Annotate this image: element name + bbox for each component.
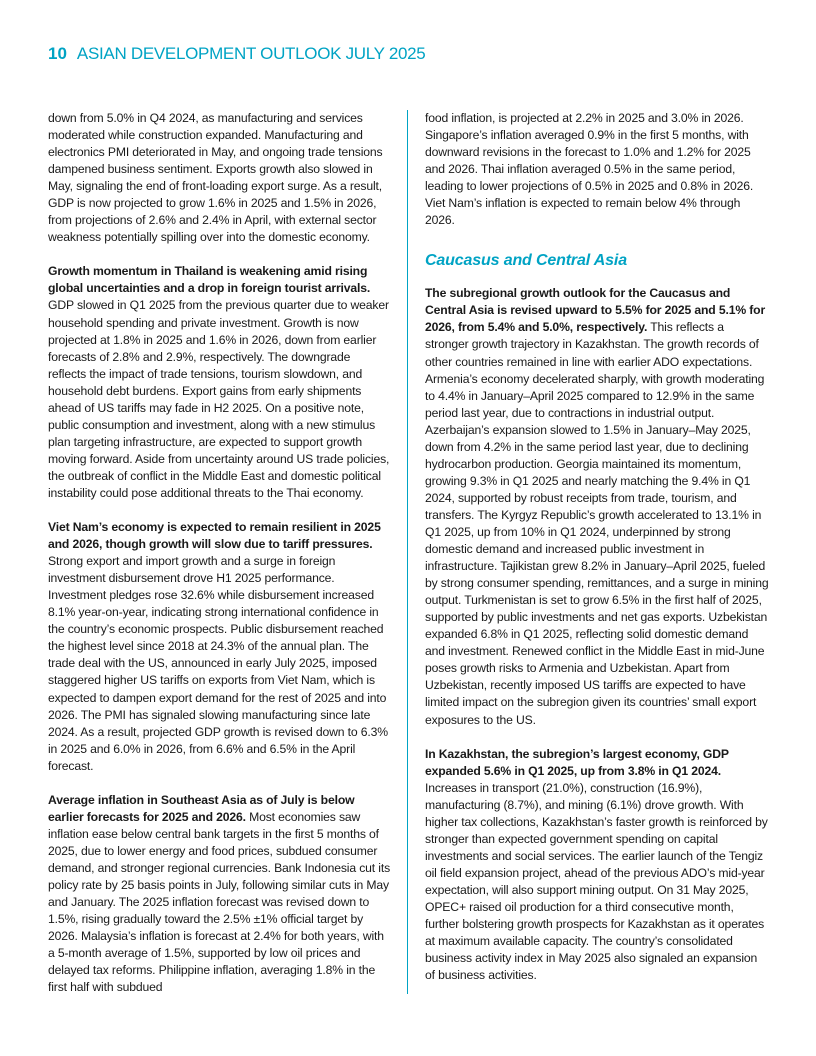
paragraph-subregional-outlook	[425, 285, 769, 728]
column-divider	[407, 110, 408, 994]
paragraph-body: GDP slowed in Q1 2025 from the previous quarter due to weaker household spending and private investment. Growth is now projected at 1.8% in 2025 and 1.6% in 2026, down from earlier forecasts of 2.8% and 2.9%, respectively. The downgrade reflects the impact of trade tensions, tourism slowdown, and household debt burdens. Export gains from early shipments ahead of US tariffs may fade in H2 2025. On a positive note, public consumption and investment, along with a new stimulus plan targeting infrastructure, are expected to support growth moving forward. Aside from uncertainty around US trade policies, the outbreak of conflict in the Middle East and domestic political instability could pose additional threats to the Thai economy.	[48, 298, 390, 500]
paragraph-viet-nam	[48, 519, 390, 775]
paragraph-lead: Growth momentum in Thailand is weakening amid rising global uncertainties and a drop in foreign tourist arrivals.	[48, 264, 371, 296]
paragraph-lead: The subregional growth outlook for the Caucasus and Central Asia is revised upward to 5.5% for 2025 and 5.1% for 2026, from 5.4% and 5.0%, respectively.	[425, 286, 766, 335]
paragraph-body: Strong export and import growth and a surge in foreign investment disbursement drove H1 2025 performance. Investment pledges rose 32.6% while disbursement increased 8.1% year-on-year, indicating strong international confidence in the country’s economic prospects. Public disbursement reached the highest level since 2018 at 24.3% of the annual plan. The trade deal with the US, announced in early July 2025, imposed staggered higher US tariffs on exports from Viet Nam, which is expected to dampen export demand for the rest of 2025 and into 2026. The PMI has signaled slowing manufacturing since late 2024. As a result, projected GDP growth is revised down to 6.3% in 2025 and 6.0% in 2026, from 6.6% and 6.5% in the April forecast.	[48, 554, 388, 773]
page-number: 10	[48, 44, 67, 63]
paragraph-body: This reflects a stronger growth trajectory in Kazakhstan. The growth records of other countries remained in line with earlier ADO expectations. Armenia’s economy decelerated sharply, with growth moderating to 4.4% in January–April 2025 compared to 12.9% in the same period last year, due to contractions in industrial output. Azerbaijan’s expansion slowed to 1.5% in January–May 2025, down from 4.2% in the same period last year, due to declining hydrocarbon production. Georgia maintained its momentum, growing 9.3% in Q1 2025 and nearly matching the 9.4% in Q1 2024, supported by robust receipts from trade, tourism, and transfers. The Kyrgyz Republic’s growth accelerated to 13.1% in Q1 2025, up from 10% in Q1 2024, underpinned by strong domestic demand and increased public investment in infrastructure. Tajikistan grew 8.2% in January–April 2025, fueled by strong consumer spending, remittances, and a surge in mining output. Turkmenistan is set to grow 6.5% in the first half of 2025, supported by public investments and net gas exports. Uzbekistan expanded 6.8% in Q1 2025, reflecting solid domestic demand and investment. Renewed conflict in the Middle East in mid-June poses growth risks to Armenia and Uzbekistan. Apart from Uzbekistan, recently imposed US tariffs are expected to have limited impact on the subregion given its countries’ small export exposures to the US.	[425, 320, 769, 727]
paragraph-lead: In Kazakhstan, the subregion’s largest economy, GDP expanded 5.6% in Q1 2025, up from 3.8% in Q1 2024.	[425, 746, 729, 778]
paragraph-body: Increases in transport (21.0%), construction (16.9%), manufacturing (8.7%), and mining (6.1%) drove growth. With higher tax collections, Kazakhstan’s faster growth is reinforced by stronger than expected government spending on capital investments and social services. The earlier launch of the Tengiz oil field expansion project, ahead of the previous ADO’s mid-year expectation, will also support mining output. On 31 May 2025, OPEC+ raised oil production for a third consecutive month, further bolstering growth prospects for Kazakhstan as it operates at maximum available capacity. The country’s consolidated business activity index in May 2025 also signaled an expansion of business activities.	[425, 780, 768, 983]
publication-title: ASIAN DEVELOPMENT OUTLOOK JULY 2025	[76, 44, 426, 63]
paragraph-kazakhstan	[425, 746, 769, 985]
paragraph: food inflation, is projected at 2.2% in 2025 and 3.0% in 2026. Singapore’s inflation averaged 0.9% in the first 5 months, with downward revisions in the forecast to 1.0% and 1.2% for 2025 and 2026. Thai inflation averaged 0.5% in the same period, leading to lower projections of 0.5% in 2025 and 0.8% in 2026. Viet Nam’s inflation is expected to remain below 4% through 2026.	[425, 111, 754, 228]
paragraph-lead: Viet Nam’s economy is expected to remain resilient in 2025 and 2026, though growth will slow due to tariff pressures.	[48, 520, 381, 552]
paragraph-body: Most economies saw inflation ease below central bank targets in the first 5 months of 2025, due to lower energy and food prices, subdued consumer demand, and stronger regional currencies. Bank Indonesia cut its policy rate by 25 basis points in July, following similar cuts in May and January. The 2025 inflation forecast was revised down to 1.5%, rising gradually toward the 2.5% ±1% official target by 2026. Malaysia’s inflation is forecast at 2.4% for both years, with a 5-month average of 1.5%, supported by low oil prices and delayed tax reforms. Philippine inflation, averaging 1.8% in the first half with subdued	[48, 809, 391, 995]
running-header	[48, 44, 425, 70]
paragraph-inflation	[48, 792, 390, 997]
paragraph: down from 5.0% in Q4 2024, as manufacturing and services moderated while construction expanded. Manufacturing and electronics PMI deteriorated in May, and ongoing trade tensions dampened business sentiment. Exports growth also slowed in May, signaling the end of front-loading export surge. As a result, GDP is now projected to grow 1.6% in 2025 and 1.5% in 2026, from projections of 2.6% and 2.4% in April, with external sector weakness potentially spilling over into the domestic economy.	[48, 111, 383, 245]
right-column	[425, 110, 769, 1001]
left-column	[48, 110, 390, 1013]
section-heading: Caucasus and Central Asia	[425, 252, 627, 270]
paragraph-thailand	[48, 263, 390, 502]
paragraph-lead: Average inflation in Southeast Asia as of July is below earlier forecasts for 2025 and 2026.	[48, 792, 355, 824]
